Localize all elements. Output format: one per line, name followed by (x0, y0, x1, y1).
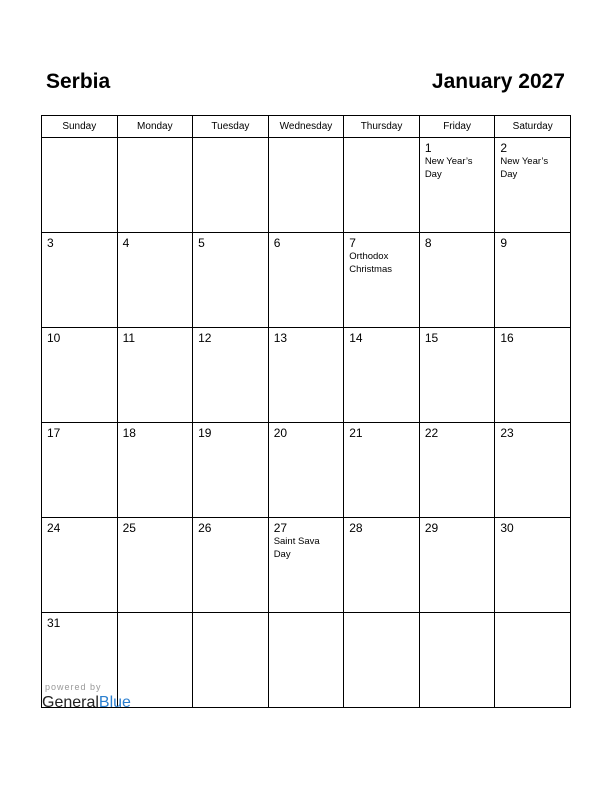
day-cell (344, 518, 420, 613)
day-number: 25 (122, 521, 136, 535)
day-number: 22 (424, 426, 439, 440)
day-cell (268, 518, 344, 613)
day-cell (344, 233, 420, 328)
weekday-header: Tuesday (193, 116, 269, 138)
day-cell (344, 613, 420, 708)
day-cell (42, 328, 118, 423)
day-cell (42, 518, 118, 613)
month-year-title: January 2027 (431, 70, 565, 93)
weekday-header: Wednesday (268, 116, 344, 138)
day-cell (419, 518, 495, 613)
holiday-label: New Year’s Day (500, 156, 549, 180)
weekday-header: Monday (117, 116, 193, 138)
day-cell (495, 423, 571, 518)
day-number: 31 (47, 616, 61, 630)
week-row (42, 233, 571, 328)
brand-part-blue: Blue (98, 694, 131, 711)
country-title: Serbia (46, 70, 111, 93)
day-number: 30 (500, 521, 514, 535)
day-cell (42, 423, 118, 518)
day-cell (193, 328, 269, 423)
day-cell (268, 138, 344, 233)
weekday-header: Sunday (42, 116, 118, 138)
day-number: 1 (424, 141, 432, 155)
week-row (42, 518, 571, 613)
day-number: 4 (122, 236, 130, 250)
week-row (42, 328, 571, 423)
day-number: 10 (47, 331, 61, 345)
day-cell (344, 138, 420, 233)
day-number: 27 (273, 521, 288, 535)
holiday-label: Saint Sava Day (273, 536, 320, 560)
day-cell (117, 138, 193, 233)
day-number: 28 (349, 521, 363, 535)
day-cell (419, 233, 495, 328)
day-number: 18 (122, 426, 136, 440)
week-row (42, 423, 571, 518)
day-cell (419, 138, 495, 233)
day-cell (117, 518, 193, 613)
day-cell (42, 138, 118, 233)
holiday-label: New Year’s Day (424, 156, 473, 180)
week-row (42, 138, 571, 233)
weekday-header: Saturday (495, 116, 571, 138)
day-cell (193, 423, 269, 518)
day-cell (495, 233, 571, 328)
powered-by-text: powered by (45, 682, 102, 692)
day-number: 17 (47, 426, 61, 440)
day-number: 6 (273, 236, 281, 250)
weekday-header: Thursday (344, 116, 420, 138)
day-number: 13 (273, 331, 288, 345)
day-number: 5 (198, 236, 205, 250)
day-cell (117, 423, 193, 518)
day-cell (268, 233, 344, 328)
day-number: 23 (500, 426, 514, 440)
calendar-grid (41, 115, 571, 708)
day-cell (495, 613, 571, 708)
day-number: 7 (349, 236, 356, 250)
day-number: 24 (47, 521, 61, 535)
day-cell (268, 328, 344, 423)
day-cell (117, 233, 193, 328)
day-number: 11 (122, 331, 136, 345)
generalblue-logo[interactable] (42, 694, 131, 712)
day-cell (193, 233, 269, 328)
day-cell (117, 328, 193, 423)
day-cell (419, 328, 495, 423)
day-cell (193, 613, 269, 708)
day-cell (268, 423, 344, 518)
day-number: 21 (349, 426, 363, 440)
day-number: 9 (500, 236, 508, 250)
day-cell (419, 613, 495, 708)
day-cell (193, 518, 269, 613)
day-number: 19 (198, 426, 212, 440)
day-number: 16 (500, 331, 514, 345)
day-number: 26 (198, 521, 212, 535)
day-cell (344, 328, 420, 423)
day-cell (419, 423, 495, 518)
day-cell (495, 328, 571, 423)
weekday-header-row (42, 116, 571, 138)
day-cell (42, 233, 118, 328)
day-number: 15 (424, 331, 439, 345)
brand-part-general: General (42, 694, 99, 711)
day-cell (268, 613, 344, 708)
day-number: 8 (424, 236, 432, 250)
day-cell (495, 518, 571, 613)
day-number: 2 (500, 141, 508, 155)
day-number: 12 (198, 331, 212, 345)
day-number: 29 (424, 521, 439, 535)
day-cell (193, 138, 269, 233)
day-number: 14 (349, 331, 363, 345)
holiday-label: Orthodox Christmas (349, 251, 393, 275)
weekday-header: Friday (419, 116, 495, 138)
day-number: 20 (273, 426, 288, 440)
day-cell (495, 138, 571, 233)
day-cell (344, 423, 420, 518)
day-number: 3 (47, 236, 54, 250)
